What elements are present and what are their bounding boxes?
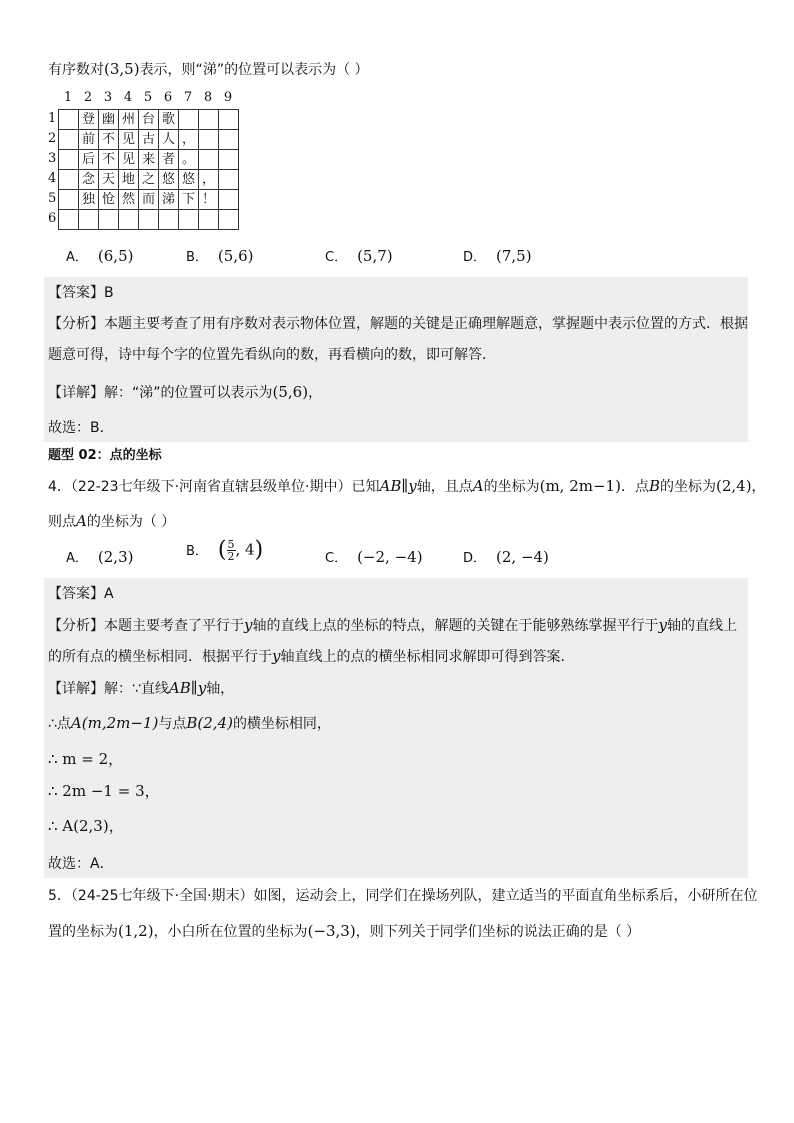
grid-cell xyxy=(219,170,239,190)
q3-option-c: C． (5,7) xyxy=(325,247,393,265)
grid-cell xyxy=(59,210,79,230)
grid-cell: 。 xyxy=(179,150,199,170)
grid-cell: ！ xyxy=(199,190,219,210)
section-title: 题型 02：点的坐标 xyxy=(48,448,162,463)
grid-cell xyxy=(59,150,79,170)
grid-cell: 地 xyxy=(119,170,139,190)
grid-cell xyxy=(79,210,99,230)
q4-step-4: ∴ A(2,3)， xyxy=(48,817,124,835)
q3-stem: 有序数对(3,5)表示，则“涕”的位置可以表示为（ ） xyxy=(48,60,369,78)
q4-option-d: D． (2, −4) xyxy=(463,548,549,566)
row-number: 3 xyxy=(48,151,57,166)
poem-grid xyxy=(58,109,239,230)
grid-cell xyxy=(159,210,179,230)
grid-cell xyxy=(219,150,239,170)
grid-cell: ， xyxy=(199,170,219,190)
q4-detail: 【详解】解：∵直线AB∥y轴， xyxy=(48,679,235,697)
row-number: 4 xyxy=(48,171,57,186)
grid-cell: 天 xyxy=(99,170,119,190)
q3-stem-pair: (3,5) xyxy=(104,60,140,78)
grid-row xyxy=(59,110,239,130)
grid-cell: 古 xyxy=(139,130,159,150)
q4-analysis-line1: 【分析】本题主要考查了平行于y轴的直线上点的坐标的特点，解题的关键在于能够熟练掌握平行于y轴的直线上 xyxy=(48,616,737,634)
grid-cell: 后 xyxy=(79,150,99,170)
grid-cell: 下 xyxy=(179,190,199,210)
col-number: 6 xyxy=(163,90,173,105)
grid-cell xyxy=(59,110,79,130)
q4-choice: 故选：A． xyxy=(48,856,114,872)
grid-cell: 之 xyxy=(139,170,159,190)
grid-cell: 念 xyxy=(79,170,99,190)
grid-cell xyxy=(119,210,139,230)
grid-cell: 前 xyxy=(79,130,99,150)
grid-cell: 然 xyxy=(119,190,139,210)
grid-row xyxy=(59,170,239,190)
grid-cell xyxy=(179,110,199,130)
q4-step-3: ∴ 2m −1 = 3， xyxy=(48,782,160,800)
q4-option-b: B． ( $\frac{5}{2}$ , 4) xyxy=(186,537,264,563)
q3-option-b: B． (5,6) xyxy=(186,247,254,265)
q5-stem-line2: 置的坐标为(1,2)，小白所在位置的坐标为(−3,3)，则下列关于同学们坐标的说法正确的是（ ） xyxy=(48,922,641,940)
row-number: 6 xyxy=(48,211,57,226)
col-number: 3 xyxy=(103,90,113,105)
grid-cell xyxy=(179,210,199,230)
col-number: 7 xyxy=(183,90,193,105)
grid-cell: ， xyxy=(179,130,199,150)
grid-cell: 不 xyxy=(99,150,119,170)
q4-answer: 【答案】A xyxy=(48,586,114,602)
grid-cell: 登 xyxy=(79,110,99,130)
grid-cell xyxy=(219,130,239,150)
grid-row xyxy=(59,190,239,210)
q4-stem-line2: 则点A的坐标为（ ） xyxy=(48,512,176,530)
grid-cell: 者 xyxy=(159,150,179,170)
grid-cell xyxy=(99,210,119,230)
grid-cell: 见 xyxy=(119,150,139,170)
grid-cell: 幽 xyxy=(99,110,119,130)
grid-cell: 不 xyxy=(99,130,119,150)
grid-cell xyxy=(139,210,159,230)
col-number: 4 xyxy=(123,90,133,105)
grid-cell xyxy=(59,170,79,190)
grid-cell xyxy=(59,190,79,210)
grid-cell: 而 xyxy=(139,190,159,210)
col-number: 8 xyxy=(203,90,213,105)
fraction: $\frac{5}{2}$ xyxy=(227,538,235,563)
q4-step-2: ∴ m = 2， xyxy=(48,750,124,768)
grid-cell: 来 xyxy=(139,150,159,170)
q3-option-a: A． (6,5) xyxy=(66,247,134,265)
q3-option-d: D． (7,5) xyxy=(463,247,532,265)
grid-cell: 独 xyxy=(79,190,99,210)
grid-cell: 悠 xyxy=(179,170,199,190)
grid-row xyxy=(59,130,239,150)
grid-cell: 悠 xyxy=(159,170,179,190)
q5-stem-line1: 5．（24-25七年级下·全国·期末）如图，运动会上，同学们在操场列队，建立适当的平面直角坐标系后，小研所在位 xyxy=(48,888,758,904)
grid-cell xyxy=(199,150,219,170)
grid-cell: 州 xyxy=(119,110,139,130)
grid-cell xyxy=(199,210,219,230)
grid-cell: 见 xyxy=(119,130,139,150)
grid-cell xyxy=(219,210,239,230)
row-number: 2 xyxy=(48,131,57,146)
grid-cell xyxy=(219,110,239,130)
grid-cell: 台 xyxy=(139,110,159,130)
q4-step-1: ∴点A(m,2m−1)与点B(2,4)的横坐标相同， xyxy=(48,714,331,732)
row-number: 1 xyxy=(48,111,57,126)
q3-choice: 故选：B． xyxy=(48,420,114,436)
grid-cell: 涕 xyxy=(159,190,179,210)
q4-option-c: C． (−2, −4) xyxy=(325,548,423,566)
grid-row xyxy=(59,210,239,230)
col-number: 5 xyxy=(143,90,153,105)
col-number: 9 xyxy=(223,90,233,105)
grid-cell xyxy=(219,190,239,210)
grid-row xyxy=(59,150,239,170)
grid-cell: 怆 xyxy=(99,190,119,210)
q3-analysis-line1: 【分析】本题主要考查了用有序数对表示物体位置，解题的关键是正确理解题意，掌握题中表示位置的方式．根据 xyxy=(48,316,748,332)
grid-cell xyxy=(199,130,219,150)
q3-answer: 【答案】B xyxy=(48,285,114,301)
grid-cell: 歌 xyxy=(159,110,179,130)
grid-cell: 人 xyxy=(159,130,179,150)
grid-cell xyxy=(199,110,219,130)
row-number: 5 xyxy=(48,191,57,206)
q4-option-a: A． (2,3) xyxy=(66,548,134,566)
col-number: 1 xyxy=(63,90,73,105)
q4-stem-line1: 4．（22-23七年级下·河南省直辖县级单位·期中）已知AB∥y轴，且点A的坐标为(m, 2m−1)．点B的坐标为(2,4)， xyxy=(48,477,766,495)
col-number: 2 xyxy=(83,90,93,105)
grid-cell xyxy=(59,130,79,150)
q3-analysis-line2: 题意可得，诗中每个字的位置先看纵向的数，再看横向的数，即可解答． xyxy=(48,347,496,363)
q4-analysis-line2: 的所有点的横坐标相同．根据平行于y轴直线上的点的横坐标相同求解即可得到答案． xyxy=(48,647,575,665)
q3-detail: 【详解】解：“涕”的位置可以表示为(5,6)， xyxy=(48,383,323,401)
